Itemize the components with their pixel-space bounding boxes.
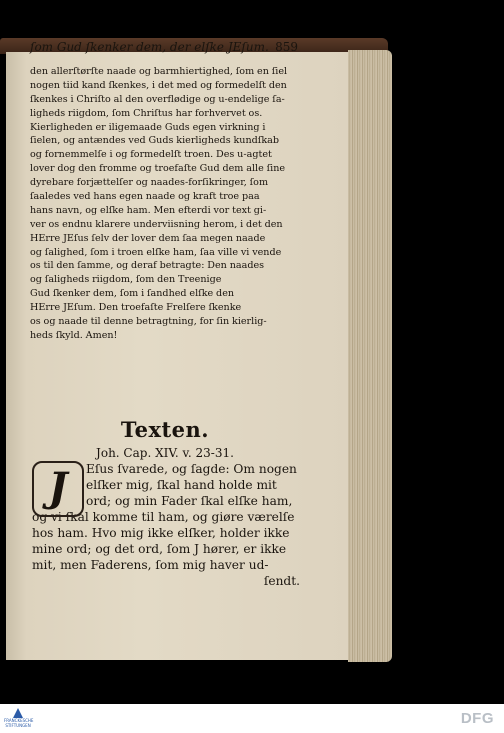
text-line: den allerſtørſte naade og barmhiertighed, ſom en ſiel — [30, 66, 288, 77]
scripture-text — [32, 461, 300, 589]
text-line: Kierligheden er iligemaade Guds egen virkning i — [30, 121, 266, 133]
text-line: lover dog den fromme og troefaſte Gud dem alle ſine — [30, 163, 286, 175]
logo-text: FRANCKESCHE STIFTUNGEN — [4, 718, 34, 728]
text-line: ſaaledes ved hans egen naade og kraft troe paa — [30, 191, 260, 203]
text-line: os til den ſamme, og deraf betragte: Den naades — [30, 260, 265, 272]
text-line: ſkenkes i Chriſto al den overflødige og u-endelige ſa- — [30, 93, 285, 105]
dfg-logo: DFG — [460, 710, 494, 727]
text-line: HErre JEſum. Den troefaſte Frelſere ſkenke — [30, 302, 242, 314]
text-line: heds ſkyld. Amen! — [30, 329, 118, 341]
running-head: ſom Gud ſkenker dem, der elſke JEſum. — [30, 40, 269, 54]
text-line: nogen tiid kand ſkenkes, i det med og formedelſt den — [30, 79, 287, 91]
text-line: ſielen, og antændes ved Guds kierligheds kundſkab — [30, 135, 280, 147]
page-edges — [348, 50, 392, 662]
text-line: HErre JEſus ſelv der lover dem ſaa megen naade — [30, 232, 266, 244]
text-line: og fornemmelſe i og formedelſt troen. Des u-agtet — [30, 149, 272, 161]
body-text — [30, 65, 300, 343]
text-line: Gud ſkenker dem, ſom i ſandhed elſke den — [30, 288, 235, 300]
footer-bar — [0, 704, 504, 733]
text-line: hans navn, og elſke ham. Men efterdi vor text gi- — [30, 204, 267, 216]
text-line: ord; og min Fader ſkal elſke ham, — [86, 494, 293, 508]
text-line: elſker mig, ſkal hand holde mit — [86, 478, 277, 492]
text-line: og vi ſkal komme til ham, og giøre værelſe — [32, 510, 295, 524]
text-line: og ſalighed, ſom i troen elſke ham, ſaa ville vi vende — [30, 246, 282, 258]
text-line: Eſus ſvarede, og ſagde: Om nogen — [86, 462, 297, 476]
text-line: og ſaligheds riigdom, ſom den Treenige — [30, 274, 222, 286]
text-line: mine ord; og det ord, ſom J hører, er ikke — [32, 542, 287, 556]
text-line: dyrebare forjættelſer og naades-forſikringer, ſom — [30, 177, 269, 189]
text-line: os og naade til denne betragtning, for ſin kierlig- — [30, 316, 267, 328]
page-number: 859 — [275, 40, 298, 54]
page-header — [30, 40, 298, 60]
text-line: hos ham. Hvo mig ikke elſker, holder ikke — [32, 526, 290, 540]
dropcap-initial: J — [32, 461, 84, 517]
section-heading: Texten. — [120, 417, 210, 442]
logo-mark-icon — [13, 708, 23, 718]
text-line: ſendt. — [263, 574, 300, 588]
franckesche-stiftungen-logo — [4, 707, 32, 730]
text-line: ver os endnu klarere underviisning herom, i det den — [30, 218, 283, 230]
text-line: ligheds riigdom, ſom Chriſtus har forhvervet os. — [30, 107, 263, 119]
text-line: mit, men Faderens, ſom mig haver ud- — [32, 558, 269, 572]
scripture-reference: Joh. Cap. XIV. v. 23-31. — [96, 446, 234, 460]
